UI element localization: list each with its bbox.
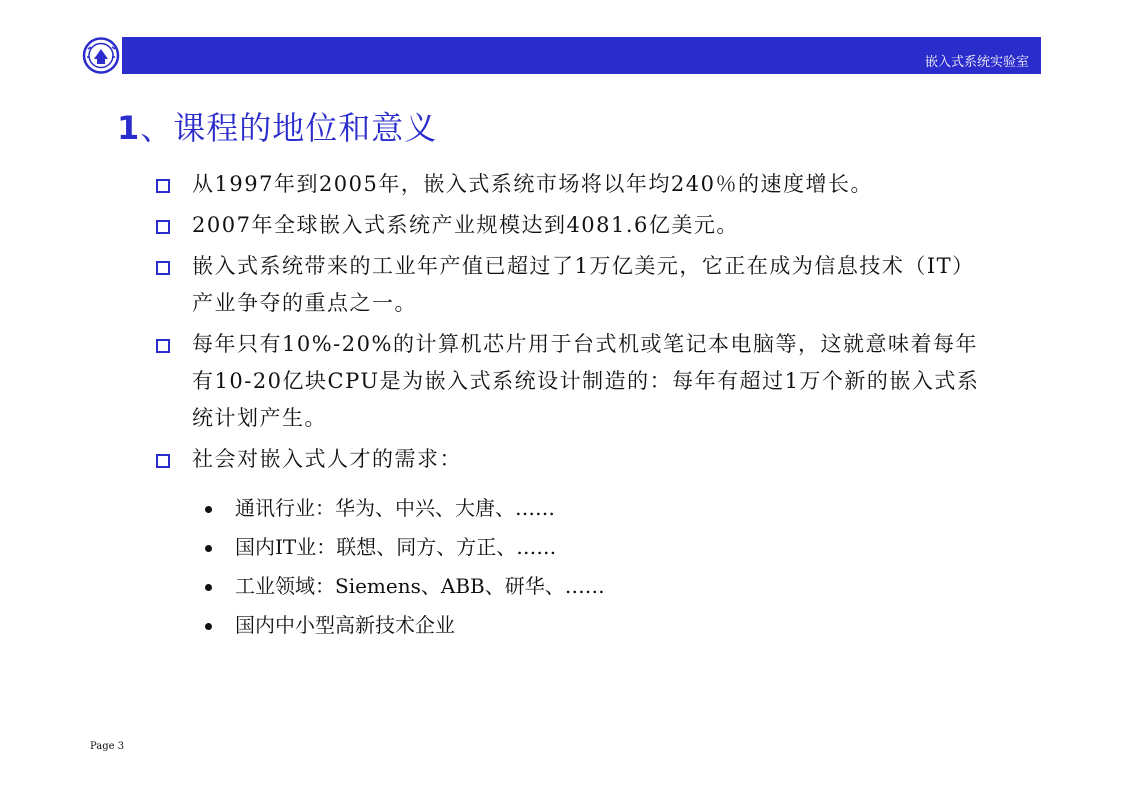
list-item: [155, 207, 995, 244]
title-text: 、课程的地位和意义: [140, 109, 438, 147]
sub-bullet-text: 通讯行业：华为、中兴、大唐、……: [235, 496, 555, 520]
list-item: [155, 441, 995, 478]
slide-title: [117, 103, 437, 149]
sub-bullet-text: 国内中小型高新技术企业: [235, 613, 455, 637]
university-seal-icon: [80, 37, 122, 74]
page-number: Page 3: [90, 741, 125, 752]
bullet-text: 2007年全球嵌入式系统产业规模达到4081.6亿美元。: [192, 213, 739, 237]
bullet-text: 每年只有10%-20%的计算机芯片用于台式机或笔记本电脑等，这就意味着每年有10-20亿块CPU是为嵌入式系统设计制造的：每年有超过1万个新的嵌入式系统计划产生。: [192, 332, 980, 430]
dot-bullet-icon: [205, 623, 212, 630]
title-number: 1: [117, 109, 141, 147]
list-item: [155, 166, 995, 203]
lab-name: 嵌入式系统实验室: [924, 55, 1029, 70]
sub-list-item: [205, 606, 605, 645]
bullet-list: [155, 166, 995, 482]
bullet-text: 从1997年到2005年，嵌入式系统市场将以年均240％的速度增长。: [192, 172, 873, 196]
dot-bullet-icon: [205, 584, 212, 591]
bullet-text: 嵌入式系统带来的工业年产值已超过了1万亿美元，它正在成为信息技术（IT）产业争夺的重点之一。: [192, 254, 975, 315]
square-bullet-icon: [156, 179, 170, 193]
square-bullet-icon: [156, 261, 170, 275]
square-bullet-icon: [156, 454, 170, 468]
header-bar: [80, 37, 1041, 74]
square-bullet-icon: [156, 220, 170, 234]
sub-list-item: [205, 528, 605, 567]
dot-bullet-icon: [205, 545, 212, 552]
sub-list-item: [205, 489, 605, 528]
sub-list-item: [205, 567, 605, 606]
sub-bullet-text: 国内IT业：联想、同方、方正、……: [235, 535, 557, 559]
sub-bullet-text: 工业领域：Siemens、ABB、研华、……: [235, 574, 605, 598]
list-item: [155, 248, 995, 322]
bullet-text: 社会对嵌入式人才的需求：: [192, 447, 462, 471]
square-bullet-icon: [156, 339, 170, 353]
sub-bullet-list: [205, 489, 605, 645]
dot-bullet-icon: [205, 506, 212, 513]
list-item: [155, 326, 995, 437]
